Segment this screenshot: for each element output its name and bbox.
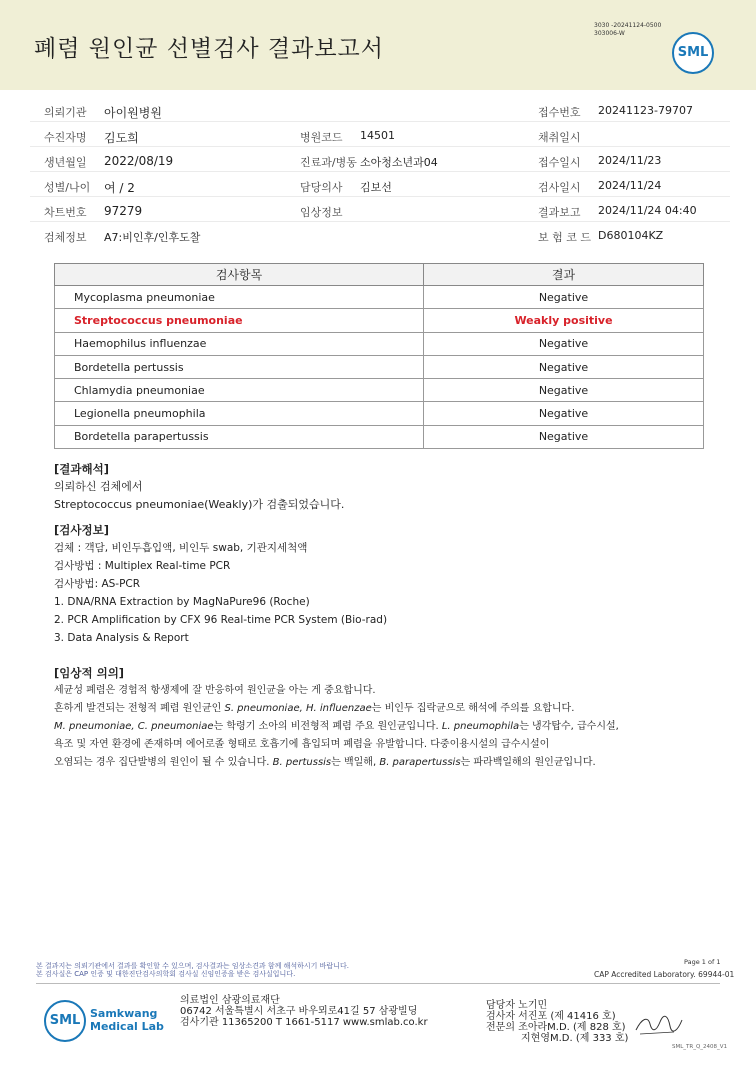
clinical-label: 임상정보 xyxy=(300,206,343,219)
info-row xyxy=(30,223,730,247)
institution-value: 아이원병원 xyxy=(104,106,162,120)
info-row xyxy=(30,98,730,122)
receipt-no-value: 20241123-79707 xyxy=(598,104,693,117)
chart-no-value: 97279 xyxy=(104,204,143,218)
clinical-meaning-section xyxy=(54,664,744,772)
info-row xyxy=(30,148,730,172)
clinical-line: 욕조 및 자연 환경에 존재하며 에어로졸 형태로 호흡기에 흡입되며 폐렴을 유발합니다. 다중이용시설의 급수시설이 xyxy=(54,739,550,750)
test-item: Chlamydia pneumoniae xyxy=(55,379,424,402)
receipt-date-label: 접수일시 xyxy=(538,156,581,169)
clinical-line xyxy=(54,718,744,736)
test-result: Negative xyxy=(424,355,704,378)
table-row xyxy=(55,332,704,355)
info-row xyxy=(30,198,730,222)
form-code: SML_TR_Q_2408_V1 xyxy=(672,1044,728,1050)
sex-age-label: 성별/나이 xyxy=(44,181,91,194)
test-info-title: [검사정보] xyxy=(54,523,109,537)
test-item: Mycoplasma pneumoniae xyxy=(55,286,424,309)
column-header-result: 결과 xyxy=(424,264,704,286)
insurance-value: D680104KZ xyxy=(598,229,664,242)
test-result: Negative xyxy=(424,332,704,355)
test-date-label: 검사일시 xyxy=(538,181,581,194)
test-info-line: 2. PCR Amplification by CFX 96 Real-time PCR System (Bio-rad) xyxy=(54,614,388,626)
results-table xyxy=(54,263,704,449)
test-info-line: 1. DNA/RNA Extraction by MagNaPure96 (Roche) xyxy=(54,596,310,608)
test-result: Negative xyxy=(424,425,704,448)
chart-no-label: 차트번호 xyxy=(44,206,87,219)
test-result: Negative xyxy=(424,379,704,402)
info-row xyxy=(30,123,730,147)
footer-note-line-2: 본 검사실은 CAP 인증 및 대한진단검사의학회 검사실 신임인증을 받은 검사실입니다. xyxy=(36,970,296,978)
test-item: Streptococcus pneumoniae xyxy=(55,309,424,332)
species-name: B. parapertussis xyxy=(379,757,461,768)
hospital-code-value: 14501 xyxy=(360,129,395,142)
company-address xyxy=(180,995,428,1028)
document-code xyxy=(594,22,661,38)
cap-accreditation: CAP Accredited Laboratory. 69944-01 xyxy=(594,970,735,979)
species-name: M. pneumoniae, C. pneumoniae xyxy=(54,721,214,732)
address-line: 검사기관 11365200 T 1661-5117 www.smlab.co.kr xyxy=(180,1017,428,1028)
address-line: 06742 서울특별시 서초구 바우뫼로41길 57 삼광빌딩 xyxy=(180,1006,418,1017)
insurance-label: 보 험 코 드 xyxy=(538,231,591,244)
staff-line: 지현영M.D. (제 333 호) xyxy=(521,1033,629,1044)
staff-line: 검사자 서진포 (제 41416 호) xyxy=(486,1011,616,1022)
column-header-item: 검사항목 xyxy=(55,264,424,286)
birth-value: 2022/08/19 xyxy=(104,154,174,168)
sampling-date-label: 채취일시 xyxy=(538,131,581,144)
clinical-line xyxy=(54,754,744,772)
table-row xyxy=(55,402,704,425)
clinical-text: 흔하게 발견되는 전형적 폐렴 원인균인 xyxy=(54,703,225,714)
species-name: L. pneumophila xyxy=(441,721,520,732)
table-row xyxy=(55,286,704,309)
page-number: Page 1 of 1 xyxy=(684,958,721,966)
table-row xyxy=(55,309,704,332)
signature-icon xyxy=(634,1012,684,1038)
test-result: Weakly positive xyxy=(424,309,704,332)
clinical-text: 오염되는 경우 집단발병의 원인이 될 수 있습니다. xyxy=(54,757,273,768)
test-info-line: 검사방법 : Multiplex Real-time PCR xyxy=(54,560,231,572)
table-row xyxy=(55,355,704,378)
interpretation-title: [결과해석] xyxy=(54,462,109,476)
clinical-text: 는 비인두 집락균으로 해석에 주의를 요합니다. xyxy=(371,703,575,714)
specimen-label: 검체정보 xyxy=(44,231,87,244)
department-label: 진료과/병동 xyxy=(300,156,357,169)
doc-code-line-2: 303006-W xyxy=(594,30,625,37)
staff-line: 담당자 노기민 xyxy=(486,1000,548,1011)
footer-note xyxy=(36,962,456,978)
table-row xyxy=(55,425,704,448)
sml-footer-logo-icon: SML xyxy=(44,1000,86,1042)
table-row xyxy=(55,379,704,402)
clinical-text: 는 냉각탑수, 급수시설, xyxy=(519,721,619,732)
table-header-row xyxy=(55,264,704,286)
clinical-text: 는 학령기 소아의 비전형적 폐렴 주요 원인균입니다. xyxy=(213,721,442,732)
staff-line: 전문의 조아라M.D. (제 828 호) xyxy=(486,1022,626,1033)
report-label: 결과보고 xyxy=(538,206,581,219)
sex-age-value: 여 / 2 xyxy=(104,181,135,195)
interpretation-line: Streptococcus pneumoniae(Weakly)가 검출되었습니다. xyxy=(54,498,345,511)
receipt-date-value: 2024/11/23 xyxy=(598,154,662,167)
patient-value: 김도희 xyxy=(104,131,139,145)
test-info-line: 3. Data Analysis & Report xyxy=(54,632,189,644)
hospital-code-label: 병원코드 xyxy=(300,131,343,144)
test-item: Bordetella pertussis xyxy=(55,355,424,378)
company-name-line-2: Medical Lab xyxy=(90,1020,164,1033)
report-value: 2024/11/24 04:40 xyxy=(598,204,697,217)
test-item: Legionella pneumophila xyxy=(55,402,424,425)
patient-label: 수진자명 xyxy=(44,131,87,144)
clinical-meaning-title: [임상적 의의] xyxy=(54,666,125,680)
staff-list xyxy=(486,1000,628,1044)
report-header xyxy=(0,0,756,90)
address-line: 의료법인 삼광의료재단 xyxy=(180,995,280,1006)
footer-note-line-1: 본 결과지는 의뢰기관에서 결과를 확인할 수 있으며, 검사결과는 임상소견과 함께 해석하시기 바랍니다. xyxy=(36,962,349,970)
report-title: 폐렴 원인균 선별검사 결과보고서 xyxy=(34,36,384,62)
sml-logo-icon: SML xyxy=(672,32,714,74)
test-date-value: 2024/11/24 xyxy=(598,179,662,192)
test-item: Haemophilus influenzae xyxy=(55,332,424,355)
test-result: Negative xyxy=(424,286,704,309)
test-info-line: 검체 : 객담, 비인두흡입액, 비인두 swab, 기관지세척액 xyxy=(54,542,308,554)
institution-label: 의뢰기관 xyxy=(44,106,87,119)
species-name: B. pertussis xyxy=(272,757,332,768)
test-result: Negative xyxy=(424,402,704,425)
test-info-line: 검사방법: AS-PCR xyxy=(54,578,141,590)
info-row xyxy=(30,173,730,197)
company-name xyxy=(90,1007,164,1033)
specimen-value: A7:비인후/인후도찰 xyxy=(104,231,201,244)
doc-code-line-1: 3030 -20241124-0500 xyxy=(594,22,662,29)
receipt-no-label: 접수번호 xyxy=(538,106,581,119)
clinical-line xyxy=(54,700,744,718)
species-name: S. pneumoniae, H. influenzae xyxy=(224,703,372,714)
interpretation-line: 의뢰하신 검체에서 xyxy=(54,480,143,493)
clinical-text: 는 파라백일해의 원인균입니다. xyxy=(460,757,596,768)
birth-label: 생년월일 xyxy=(44,156,87,169)
department-value: 소아청소년과04 xyxy=(360,156,438,169)
test-item: Bordetella parapertussis xyxy=(55,425,424,448)
clinical-line: 세균성 폐렴은 경험적 항생제에 잘 반응하여 원인균을 아는 게 중요합니다. xyxy=(54,685,376,696)
clinical-text: 는 백일해, xyxy=(331,757,380,768)
test-info-section xyxy=(54,521,744,647)
interpretation-section xyxy=(54,460,744,514)
doctor-value: 김보선 xyxy=(360,181,392,194)
company-name-line-1: Samkwang xyxy=(90,1007,158,1020)
doctor-label: 담당의사 xyxy=(300,181,343,194)
footer-divider xyxy=(36,983,720,984)
